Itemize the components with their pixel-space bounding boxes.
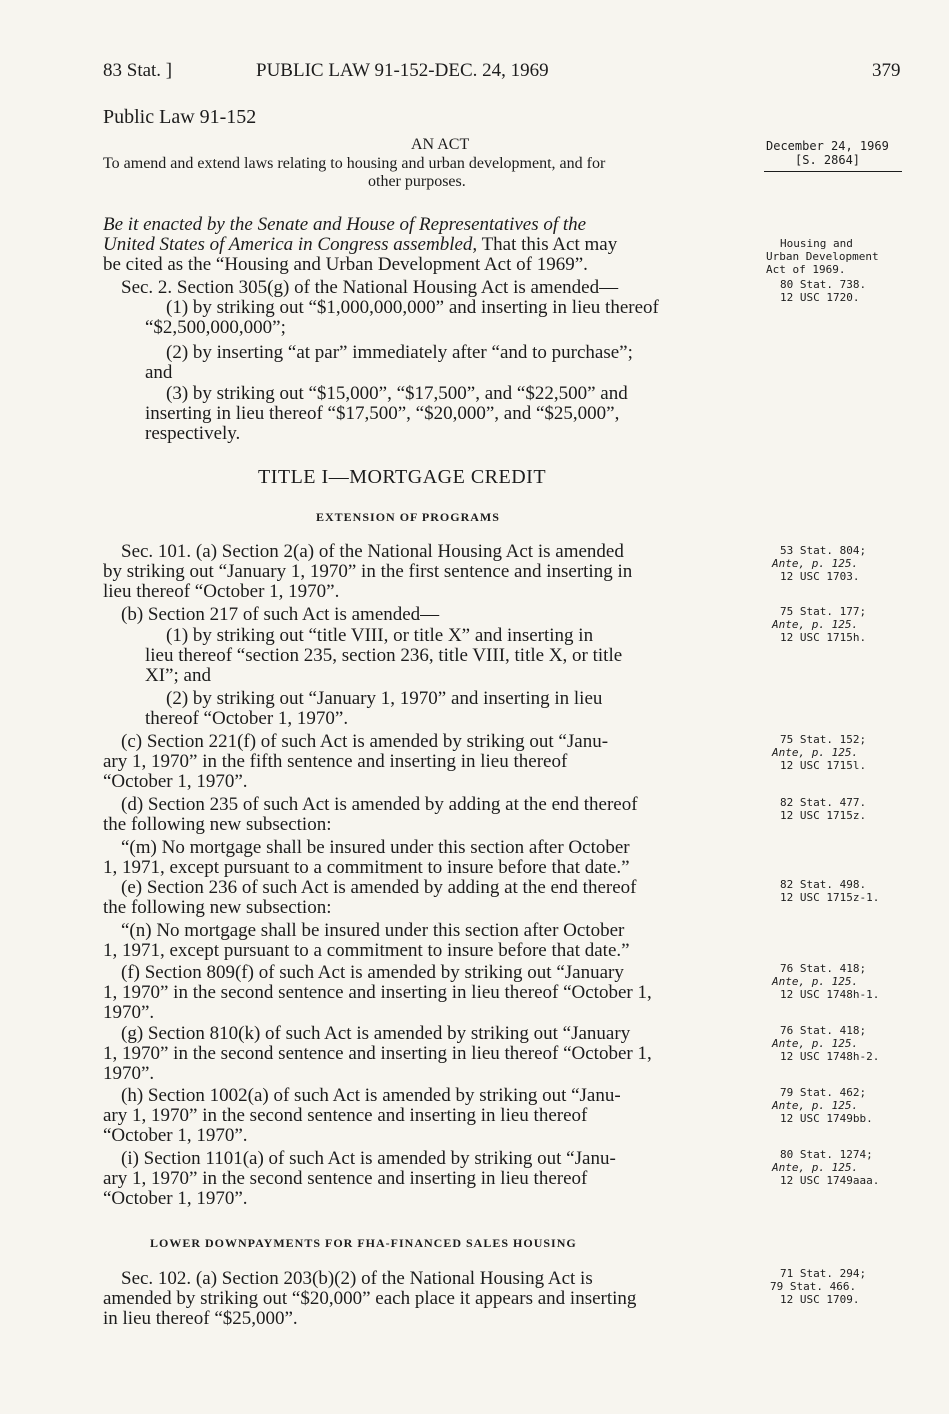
section-101-line: (h) Section 1002(a) of such Act is amended by striking out “Janu- (121, 1085, 621, 1106)
enacting-text: That this Act may (477, 234, 618, 255)
section-101-line: (2) by striking out “January 1, 1970” and inserting in lieu (166, 688, 603, 709)
margin-note-101g (772, 1024, 949, 1063)
margin-note-sec2 (780, 278, 949, 304)
margin-note-line: 75 Stat. 152; (780, 733, 867, 746)
section-101-line: “October 1, 1970”. (103, 1188, 248, 1209)
section-2-line: Sec. 2. Section 305(g) of the National Housing Act is amended— (121, 277, 619, 298)
enacting-clause-line (103, 234, 617, 256)
margin-note-line: 79 Stat. 462; (780, 1086, 867, 1099)
margin-note-line: 82 Stat. 498. (780, 878, 867, 891)
margin-rule (764, 171, 902, 172)
section-101-line: ary 1, 1970” in the second sentence and inserting in lieu thereof (103, 1105, 588, 1126)
section-101-line: 1, 1970” in the second sentence and inserting in lieu thereof “October 1, (103, 982, 652, 1003)
section-101-line: ary 1, 1970” in the fifth sentence and inserting in lieu thereof (103, 751, 568, 772)
section-101-line: lieu thereof “section 235, section 236, title VIII, title X, or title (145, 645, 623, 666)
subheading-downpayments: LOWER DOWNPAYMENTS FOR FHA-FINANCED SALES HOUSING (150, 1236, 577, 1250)
margin-note-line: 12 USC 1748h-2. (780, 1050, 880, 1063)
section-101-line: “October 1, 1970”. (103, 1125, 248, 1146)
margin-note-101h (772, 1086, 949, 1125)
margin-note-line: 80 Stat. 738. (780, 278, 867, 291)
margin-note-101i (772, 1148, 949, 1187)
act-purpose-line: To amend and extend laws relating to housing and urban development, and for (103, 155, 606, 172)
section-2-line: (1) by striking out “$1,000,000,000” and inserting in lieu thereof (166, 297, 659, 318)
margin-note-line: 12 USC 1720. (780, 291, 860, 304)
margin-note-line: Ante, p. 125. (772, 975, 859, 988)
enacting-italic-text: United States of America in Congress assembled, (103, 234, 478, 255)
section-101-line: ary 1, 1970” in the second sentence and inserting in lieu thereof (103, 1168, 588, 1189)
section-101-line: 1, 1970” in the second sentence and inserting in lieu thereof “October 1, (103, 1043, 652, 1064)
margin-note-line: 82 Stat. 477. (780, 796, 867, 809)
margin-note-line: 80 Stat. 1274; (780, 1148, 873, 1161)
margin-note-line: 12 USC 1715h. (780, 631, 867, 644)
margin-note-line: 12 USC 1715z-1. (780, 891, 880, 904)
section-2-line: (3) by striking out “$15,000”, “$17,500”, and “$22,500” and (166, 383, 628, 404)
section-101-line: 1, 1971, except pursuant to a commitment to insure before that date.” (103, 940, 630, 961)
margin-note-line: Act of 1969. (766, 263, 846, 276)
section-101-line: (d) Section 235 of such Act is amended by adding at the end thereof (121, 794, 638, 815)
section-2-line: (2) by inserting “at par” immediately after “and to purchase”; (166, 342, 633, 363)
section-101-line: 1, 1971, except pursuant to a commitment to insure before that date.” (103, 857, 630, 878)
margin-note-line: 12 USC 1749bb. (780, 1112, 873, 1125)
section-101-line: (b) Section 217 of such Act is amended— (121, 604, 440, 625)
section-2-line: respectively. (145, 423, 241, 444)
margin-note-line: 76 Stat. 418; (780, 962, 867, 975)
margin-note-101c (772, 733, 949, 772)
section-101-line: by striking out “January 1, 1970” in the first sentence and inserting in (103, 561, 633, 582)
margin-note-line: 12 USC 1703. (780, 570, 860, 583)
margin-note-101b (772, 605, 949, 644)
margin-note-102 (770, 1267, 949, 1306)
section-101-line: “(m) No mortgage shall be insured under this section after October (121, 837, 630, 858)
section-101-line: (e) Section 236 of such Act is amended by adding at the end thereof (121, 877, 637, 898)
title-heading: TITLE I—MORTGAGE CREDIT (258, 466, 547, 488)
section-101-line: (i) Section 1101(a) of such Act is amended by striking out “Janu- (121, 1148, 616, 1169)
section-101-line: 1970”. (103, 1002, 155, 1023)
section-101-line: (1) by striking out “title VIII, or title X” and inserting in (166, 625, 594, 646)
law-title: Public Law 91-152 (103, 106, 257, 128)
act-purpose-line: other purposes. (368, 173, 466, 190)
margin-note-line: 12 USC 1749aaa. (780, 1174, 880, 1187)
section-2-line: “$2,500,000,000”; (145, 317, 286, 338)
section-101-line: lieu thereof “October 1, 1970”. (103, 581, 340, 602)
margin-note-line: 75 Stat. 177; (780, 605, 867, 618)
margin-bill-number: [S. 2864] (795, 153, 861, 167)
section-102-line: Sec. 102. (a) Section 203(b)(2) of the National Housing Act is (121, 1268, 593, 1289)
margin-short-title (766, 237, 949, 276)
enacting-clause-line: Be it enacted by the Senate and House of Representatives of the (103, 214, 587, 235)
section-101-line: (g) Section 810(k) of such Act is amended by striking out “January (121, 1023, 631, 1044)
section-101-line: “October 1, 1970”. (103, 771, 248, 792)
section-101-line: the following new subsection: (103, 897, 332, 918)
margin-note-line: 53 Stat. 804; (780, 544, 867, 557)
margin-note-line: Urban Development (766, 250, 879, 263)
section-101-line: (c) Section 221(f) of such Act is amended by striking out “Janu- (121, 731, 609, 752)
section-2-line: and (145, 362, 173, 383)
margin-note-line: Ante, p. 125. (772, 746, 859, 759)
margin-note-line: Ante, p. 125. (772, 1037, 859, 1050)
margin-note-line: Ante, p. 125. (772, 1161, 859, 1174)
section-101-line: 1970”. (103, 1063, 155, 1084)
margin-note-line: 79 Stat. 466. (770, 1280, 857, 1293)
margin-note-line: 76 Stat. 418; (780, 1024, 867, 1037)
margin-note-line: Ante, p. 125. (772, 1099, 859, 1112)
margin-note-line: Housing and (780, 237, 853, 250)
section-101-line: Sec. 101. (a) Section 2(a) of the National Housing Act is amended (121, 541, 624, 562)
section-101-line: “(n) No mortgage shall be insured under this section after October (121, 920, 625, 941)
margin-note-101a (772, 544, 949, 583)
margin-note-line: 12 USC 1715l. (780, 759, 867, 772)
header-page-number: 379 (872, 60, 901, 81)
margin-note-line: Ante, p. 125. (772, 618, 859, 631)
section-102-line: amended by striking out “$20,000” each place it appears and inserting (103, 1288, 637, 1309)
section-101-line: XI”; and (145, 665, 211, 686)
subheading-extension: EXTENSION OF PROGRAMS (316, 510, 500, 524)
header-title: PUBLIC LAW 91-152-DEC. 24, 1969 (256, 60, 549, 81)
section-101-line: thereof “October 1, 1970”. (145, 708, 349, 729)
margin-note-101e (780, 878, 949, 904)
margin-note-line: 71 Stat. 294; (780, 1267, 867, 1280)
section-102-line: in lieu thereof “$25,000”. (103, 1308, 298, 1329)
margin-date: December 24, 1969 (766, 139, 889, 153)
margin-note-line: Ante, p. 125. (772, 557, 859, 570)
section-2-line: inserting in lieu thereof “$17,500”, “$20,000”, and “$25,000”, (145, 403, 620, 424)
margin-note-line: 12 USC 1709. (780, 1293, 860, 1306)
section-101-line: (f) Section 809(f) of such Act is amended by striking out “January (121, 962, 624, 983)
an-act-label: AN ACT (411, 136, 470, 153)
margin-note-101f (772, 962, 949, 1001)
margin-note-101d (780, 796, 949, 822)
header-volume: 83 Stat. ] (103, 60, 173, 81)
section-101-line: the following new subsection: (103, 814, 332, 835)
enacting-clause-line: be cited as the “Housing and Urban Development Act of 1969”. (103, 254, 588, 275)
margin-note-line: 12 USC 1715z. (780, 809, 867, 822)
margin-note-line: 12 USC 1748h-1. (780, 988, 880, 1001)
